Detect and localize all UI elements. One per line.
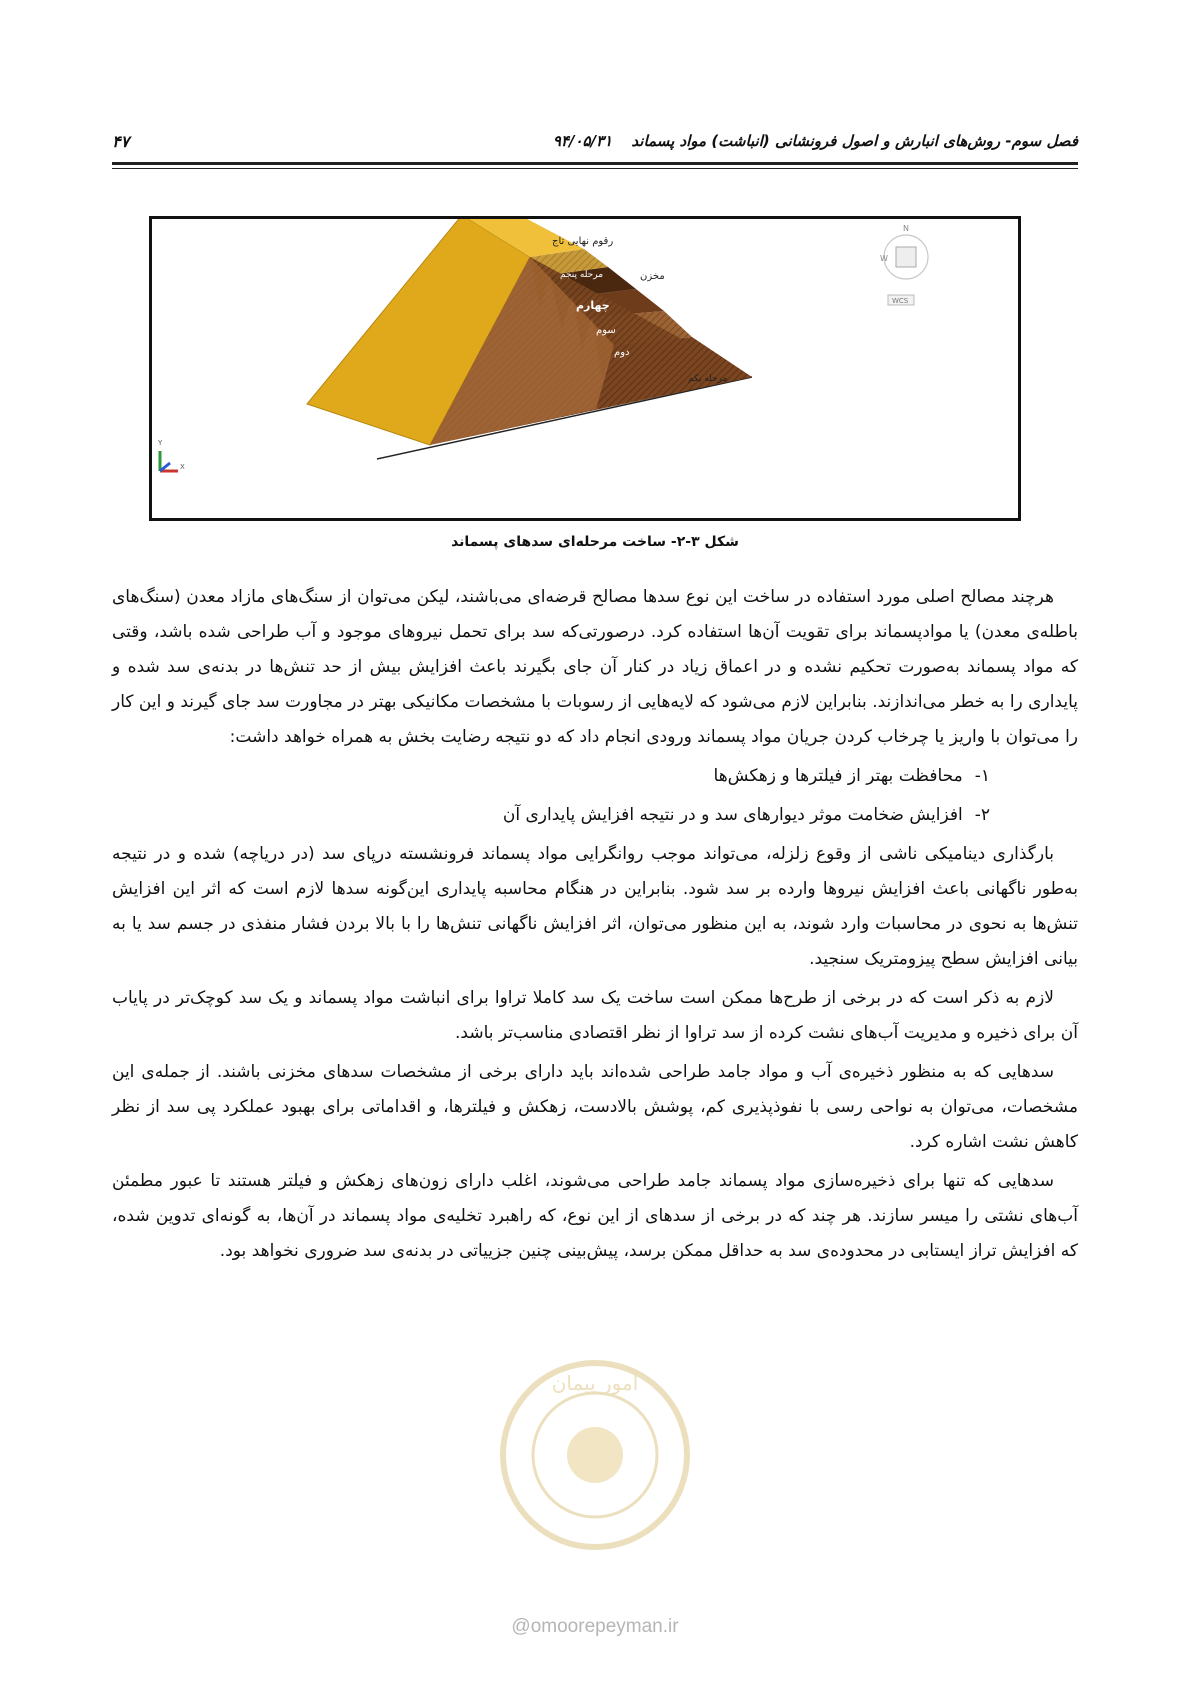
viewcube-wcs: WCS (892, 297, 909, 305)
paragraph-2: بارگذاری دینامیکی ناشی از وقوع زلزله، می‌تواند موجب روانگرایی مواد پسماند فرونشسته درپای سد (در دریاچه) شده و در نتیجه به‌طور ناگهانی باعث افزایش نیروها وارده بر سد شود. بنابراین در هنگام محاسبه پایداری این‌گونه سدها لازم است که اثر این افزایش تنش‌ها به نحوی در محاسبات وارد شوند، به این منظور می‌توان، اثر افزایش ناگهانی تنش‌ها را با بالا بردن فشار منفذی در جسم سد یا به بیانی افزایش سطح پیزومتریک سنجید. (112, 844, 1078, 969)
viewcube-icon[interactable] (880, 224, 928, 305)
viewcube-west: W (880, 254, 888, 263)
list-item-1-text: محافظت بهتر از فیلترها و زهکش‌ها (713, 766, 963, 786)
label-stage1: مرحله یکم (688, 374, 728, 384)
label-stage3: سوم (596, 325, 616, 336)
viewcube-north: N (903, 224, 909, 233)
paragraph-5: سدهایی که تنها برای ذخیره‌سازی مواد پسماند جامد طراحی می‌شوند، اغلب دارای زون‌های زهکش و فیلتر هستند تا عبور مطمئن آب‌های نشتی را میسر سازند. هر چند که در برخی از سدهای از این نوع، که راهبرد تخلیه‌ی مواد پسماند در آن‌ها، به گونه‌ای تدوین شده، که افزایش تراز ایستابی در محدوده‌ی سد به حداقل ممکن برسد، پیش‌بینی چنین جزییاتی در بدنه‌ی سد ضروری نخواهد بود. (112, 1171, 1078, 1261)
chapter-title (553, 132, 1078, 150)
page-number: ۴۷ (112, 131, 130, 151)
header-rule-thick (112, 162, 1078, 165)
list-item-1-number: ۱- (974, 766, 990, 786)
watermark-site: @omoorepeyman.ir (511, 1616, 679, 1637)
header-rule-thin (112, 168, 1078, 169)
dam-diagram (152, 219, 1018, 518)
watermark-seal-icon (470, 1350, 720, 1560)
ucs-axis-icon (157, 439, 185, 471)
page-header (112, 126, 1078, 156)
paragraph-3: لازم به ذکر است که در برخی از طرح‌ها ممکن است ساخت یک سد کاملا تراوا برای انباشت مواد پسماند و یک سد کوچک‌تر در پایاب آن برای ذخیره و مدیریت آب‌های نشت کرده از سد تراوا از نظر اقتصادی مناسب‌تر باشد. (112, 988, 1078, 1043)
paragraph-4: سدهایی که به منظور ذخیره‌ی آب و مواد جامد طراحی شده‌اند باید دارای برخی از مشخصات سدهای مخزنی باشند. از جمله‌ی این مشخصات، می‌توان به نواحی رسی با نفوذپذیری کم، پوشش بالادست، زهکش و فیلترها، و اقداماتی برای بهبود عملکرد پی سد از نظر کاهش نشت اشاره کرد. (112, 1062, 1078, 1152)
axis-x-label: X (180, 463, 185, 471)
list-item-2-number: ۲- (974, 805, 990, 825)
list-item-2-text: افزایش ضخامت موثر دیوارهای سد و در نتیجه افزایش پایداری آن (502, 805, 963, 825)
figure-staged-dam (149, 216, 1021, 521)
body-text (112, 580, 1078, 1273)
watermark-brand: امور پیمان (551, 1371, 639, 1395)
label-crest: رقوم نهایی تاج (552, 236, 614, 247)
list-item-2 (112, 798, 1078, 833)
label-stage2: دوم (614, 347, 630, 358)
list-item-1 (112, 759, 1078, 794)
chapter-date: ۹۴/۰۵/۳۱ (552, 132, 613, 150)
label-stage4: چهارم (576, 299, 610, 312)
label-reservoir: مخزن (640, 271, 665, 282)
chapter-title-text: فصل سوم- روش‌های انبارش و اصول فرونشانی (انباشت) مواد پسماند (631, 132, 1078, 150)
axis-y-label: Y (158, 439, 163, 447)
figure-caption: شکل ۳-۲- ساخت مرحله‌ای سدهای پسماند (451, 534, 739, 550)
paragraph-1: هرچند مصالح اصلی مورد استفاده در ساخت این نوع سدها مصالح قرضه‌ای می‌باشند، لیکن می‌توان از سنگ‌های مازاد معدن (سنگ‌های باطله‌ی معدن) یا موادپسماند برای تقویت آن‌ها استفاده کرد. درصورتی‌که سد برای تحمل نیروهای موجود و آب طراحی شده باشد، وقتی که مواد پسماند به‌صورت تحکیم نشده و در اعماق زیاد در کنار آن جای بگیرند باعث افزایش بیش از حد تنش‌ها در بدنه‌ی سد شده و پایداری را به خطر می‌اندازند. بنابراین لازم می‌شود که لایه‌هایی از رسوبات با مشخصات مکانیکی بهتر در مجاورت سد جای گیرند و این کار را می‌توان با واریز یا چرخاب کردن جریان مواد پسماند ورودی انجام داد که دو نتیجه رضایت بخش به همراه خواهد داشت: (112, 587, 1078, 747)
label-stage5: مرحله پنجم (560, 270, 604, 280)
